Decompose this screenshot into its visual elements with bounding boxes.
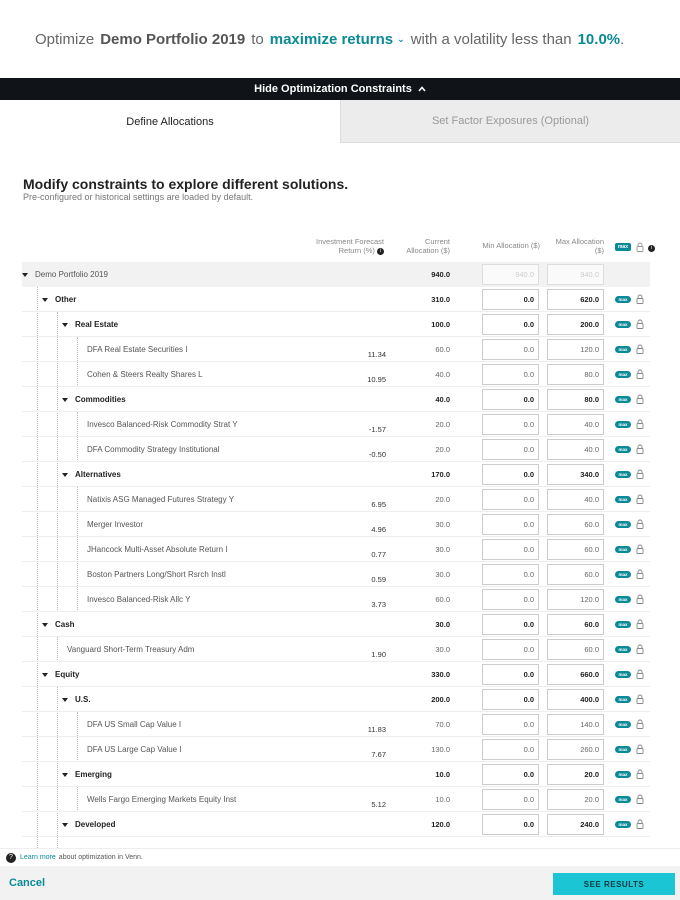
row-max-button[interactable]: max [615,571,631,578]
min-allocation-input[interactable]: 0.0 [482,414,539,435]
current-allocation: 310.0 [431,295,450,304]
cancel-button[interactable]: Cancel [9,877,46,889]
current-allocation: 120.0 [431,820,450,829]
table-row [22,362,650,387]
table-row [22,787,650,812]
current-allocation: 20.0 [435,445,450,454]
min-allocation-input[interactable]: 0.0 [482,689,539,710]
row-max-button[interactable]: max [615,496,631,503]
current-allocation: 30.0 [435,520,450,529]
lock-icon[interactable] [636,469,644,479]
row-name [62,387,126,412]
caret-down-icon[interactable] [42,298,48,302]
row-max-button[interactable]: max [615,796,631,803]
max-allocation-input[interactable]: 340.0 [547,464,604,485]
max-allocation-input[interactable]: 120.0 [547,589,604,610]
max-allocation-input[interactable]: 260.0 [547,739,604,760]
row-name [42,662,79,687]
row-label: U.S. [75,695,91,704]
table-row [22,437,650,462]
table-row [22,537,650,562]
min-allocation-input[interactable]: 940.0 [482,264,539,285]
table-row [22,662,650,687]
caret-down-icon[interactable] [62,823,68,827]
min-allocation-input[interactable]: 0.0 [482,539,539,560]
max-allocation-input[interactable]: 20.0 [547,764,604,785]
current-allocation: 30.0 [435,645,450,654]
table-row [22,412,650,437]
current-allocation: 10.0 [435,795,450,804]
lock-icon[interactable] [636,744,644,754]
current-allocation: 60.0 [435,345,450,354]
headline-with: with a volatility less than [410,30,572,48]
column-header-max [540,237,604,255]
lock-icon[interactable] [636,819,644,829]
min-allocation-input[interactable]: 0.0 [482,514,539,535]
learn-more-link[interactable]: Learn more [20,854,56,861]
lock-icon[interactable] [636,719,644,729]
row-label: Real Estate [75,320,119,329]
lock-icon[interactable] [636,494,644,504]
forecast-return: 11.83 [367,725,386,734]
max-allocation-input[interactable]: 60.0 [547,564,604,585]
min-allocation-input[interactable]: 0.0 [482,314,539,335]
forecast-return: 0.77 [371,550,386,559]
row-name [62,687,91,712]
current-allocation: 100.0 [431,320,450,329]
max-header-line2: ($) [594,246,604,255]
min-allocation-input[interactable]: 0.0 [482,639,539,660]
column-header-forecast [300,237,384,255]
row-label: DFA US Large Cap Value I [87,745,182,754]
row-max-button[interactable]: max [615,671,631,678]
forecast-header-line1: Investment Forecast [316,237,384,246]
max-header-line1: Max Allocation [555,237,604,246]
max-allocation-input[interactable]: 620.0 [547,289,604,310]
max-allocation-input[interactable]: 60.0 [547,639,604,660]
forecast-return: -1.57 [368,425,386,434]
table-row [22,312,650,337]
row-max-button[interactable]: max [615,471,631,478]
row-label: Alternatives [75,470,121,479]
row-name [87,337,188,362]
row-max-button[interactable]: max [615,346,631,353]
row-max-button[interactable]: max [615,721,631,728]
tab-define-allocations[interactable]: Define Allocations [0,100,340,143]
max-allocation-input[interactable]: 60.0 [547,614,604,635]
row-max-button[interactable]: max [615,371,631,378]
row-max-button[interactable]: max [615,421,631,428]
row-max-button[interactable]: max [615,821,631,828]
row-max-button[interactable]: max [615,646,631,653]
lock-icon[interactable] [636,394,644,404]
lock-icon[interactable] [636,644,644,654]
forecast-header-line2: Return (%) [338,246,375,255]
help-bar [0,848,680,866]
table-row [22,737,650,762]
max-allocation-input[interactable]: 660.0 [547,664,604,685]
current-allocation: 330.0 [431,670,450,679]
current-header-line1: Current [424,237,450,246]
min-allocation-input[interactable]: 0.0 [482,739,539,760]
row-name [87,437,220,462]
forecast-return: 0.59 [371,575,386,584]
current-allocation: 200.0 [431,695,450,704]
lock-icon[interactable] [636,319,644,329]
table-row [22,587,650,612]
lock-icon[interactable] [636,294,644,304]
column-header-min: Min Allocation ($) [482,241,540,250]
lock-icon[interactable] [636,344,644,354]
min-allocation-input[interactable]: 0.0 [482,289,539,310]
forecast-return: 3.73 [371,600,386,609]
row-name [42,287,76,312]
row-name [87,587,190,612]
table-row [22,512,650,537]
lock-icon[interactable] [636,594,644,604]
row-name [62,462,121,487]
objective-dropdown[interactable] [270,31,405,48]
headline-period: . [620,30,625,48]
row-name [87,737,182,762]
row-max-button[interactable]: max [615,321,631,328]
constraint-tabs [0,100,680,143]
row-max-button[interactable]: max [615,621,631,628]
lock-icon[interactable] [636,444,644,454]
see-results-button[interactable]: SEE RESULTS [553,873,675,895]
current-allocation: 20.0 [435,420,450,429]
lock-icon[interactable] [636,369,644,379]
min-allocation-input[interactable]: 0.0 [482,389,539,410]
current-allocation: 170.0 [431,470,450,479]
allocation-table [22,262,650,837]
row-name [87,787,236,812]
current-allocation: 130.0 [431,745,450,754]
lock-icon[interactable] [636,419,644,429]
max-allocation-input[interactable]: 80.0 [547,364,604,385]
row-max-button[interactable]: max [615,396,631,403]
row-label: Vanguard Short-Term Treasury Adm [67,645,195,654]
caret-down-icon[interactable] [62,473,68,477]
current-allocation: 30.0 [435,620,450,629]
max-allocation-input[interactable]: 60.0 [547,514,604,535]
max-allocation-input[interactable]: 240.0 [547,814,604,835]
table-row [22,487,650,512]
caret-down-icon[interactable] [22,273,28,277]
lock-icon[interactable] [636,669,644,679]
row-name [67,637,194,662]
tab-set-factor-exposures[interactable]: Set Factor Exposures (Optional) [340,100,680,143]
column-header-current [392,237,450,255]
row-name [42,612,75,637]
forecast-return: -0.50 [368,450,386,459]
current-allocation: 60.0 [435,595,450,604]
table-row [22,687,650,712]
current-allocation: 70.0 [435,720,450,729]
max-allocation-input[interactable]: 940.0 [547,264,604,285]
forecast-return: 7.67 [371,750,386,759]
table-row [22,462,650,487]
caret-down-icon[interactable] [62,323,68,327]
row-label: Merger Investor [87,520,144,529]
row-label: Commodities [75,395,126,404]
caret-down-icon[interactable] [62,698,68,702]
row-label: Invesco Balanced-Risk Commodity Strat Y [87,420,238,429]
row-name [62,312,118,337]
forecast-return: 4.96 [371,525,386,534]
current-allocation: 30.0 [435,545,450,554]
footer-bar [0,866,680,900]
max-allocation-input[interactable]: 40.0 [547,489,604,510]
max-allocation-input[interactable]: 40.0 [547,439,604,460]
caret-down-icon[interactable] [42,673,48,677]
row-name [87,537,228,562]
headline-to: to [251,30,264,48]
row-label: Other [55,295,77,304]
table-row [22,762,650,787]
max-allocation-input[interactable]: 80.0 [547,389,604,410]
min-allocation-input[interactable]: 0.0 [482,614,539,635]
min-allocation-input[interactable]: 0.0 [482,464,539,485]
row-name [62,812,115,837]
row-label: Equity [55,670,80,679]
hide-constraints-label: Hide Optimization Constraints [254,83,412,95]
row-max-button[interactable]: max [615,771,631,778]
row-max-button[interactable]: max [615,546,631,553]
optimization-headline [0,0,680,78]
min-allocation-input[interactable]: 0.0 [482,764,539,785]
caret-down-icon[interactable] [42,623,48,627]
row-max-button[interactable]: max [615,596,631,603]
forecast-return: 1.90 [371,650,386,659]
row-label: Emerging [75,770,112,779]
lock-icon[interactable] [636,794,644,804]
lock-icon[interactable] [636,544,644,554]
min-allocation-input[interactable]: 0.0 [482,439,539,460]
min-allocation-input[interactable]: 0.0 [482,814,539,835]
current-allocation: 40.0 [435,370,450,379]
row-name [87,362,203,387]
row-label: Cash [55,620,75,629]
section-title: Modify constraints to explore different solutions. [23,176,349,192]
row-max-button[interactable]: max [615,446,631,453]
table-row [22,562,650,587]
min-allocation-input[interactable]: 0.0 [482,489,539,510]
row-name [87,712,181,737]
max-allocation-input[interactable]: 20.0 [547,789,604,810]
max-allocation-input[interactable]: 200.0 [547,314,604,335]
max-allocation-input[interactable]: 40.0 [547,414,604,435]
min-allocation-input[interactable]: 0.0 [482,789,539,810]
max-allocation-input[interactable]: 140.0 [547,714,604,735]
lock-icon[interactable] [636,619,644,629]
lock-icon[interactable] [636,769,644,779]
min-allocation-input[interactable]: 0.0 [482,339,539,360]
row-max-button[interactable]: max [615,746,631,753]
current-allocation: 940.0 [431,270,450,279]
min-allocation-input[interactable]: 0.0 [482,664,539,685]
row-max-button[interactable]: max [615,296,631,303]
section-subtitle: Pre-configured or historical settings are loaded by default. [23,192,254,202]
min-allocation-input[interactable]: 0.0 [482,714,539,735]
row-name [87,512,143,537]
lock-info-icon[interactable]: i [648,245,655,252]
current-allocation: 40.0 [435,395,450,404]
caret-down-icon[interactable] [62,398,68,402]
forecast-return: 5.12 [371,800,386,809]
volatility-value[interactable]: 10.0% [577,30,621,48]
table-row [22,262,650,287]
row-name [87,562,226,587]
info-icon[interactable]: i [377,248,384,255]
table-row [22,337,650,362]
min-allocation-input[interactable]: 0.0 [482,364,539,385]
objective-label: maximize returns [269,30,394,48]
chevron-up-icon [418,85,426,93]
headline-portfolio-name: Demo Portfolio 2019 [100,30,246,48]
row-label: Invesco Balanced-Risk Allc Y [87,595,191,604]
current-allocation: 20.0 [435,495,450,504]
headline-optimize: Optimize [35,30,95,48]
max-allocation-input[interactable]: 400.0 [547,689,604,710]
current-allocation: 10.0 [435,770,450,779]
help-icon: ? [6,853,16,863]
row-max-button[interactable]: max [615,521,631,528]
caret-down-icon[interactable] [62,773,68,777]
max-allocation-input[interactable]: 120.0 [547,339,604,360]
row-max-button[interactable]: max [615,696,631,703]
min-allocation-input[interactable]: 0.0 [482,589,539,610]
table-row [22,812,650,837]
row-label: Developed [75,820,116,829]
row-label: JHancock Multi-Asset Absolute Return I [87,545,228,554]
row-name [22,262,108,287]
current-allocation: 30.0 [435,570,450,579]
lock-all-icon[interactable] [636,242,644,252]
row-label: DFA Commodity Strategy Institutional [87,445,220,454]
row-name [87,412,238,437]
table-row [22,387,650,412]
row-label: Wells Fargo Emerging Markets Equity Inst [87,795,237,804]
row-name [87,487,234,512]
lock-icon[interactable] [636,694,644,704]
max-allocation-input[interactable]: 60.0 [547,539,604,560]
row-label: Demo Portfolio 2019 [35,270,108,279]
table-row [22,612,650,637]
table-row [22,287,650,312]
lock-icon[interactable] [636,569,644,579]
row-label: Boston Partners Long/Short Rsrch Instl [87,570,226,579]
row-label: DFA Real Estate Securities I [87,345,188,354]
row-label: Natixis ASG Managed Futures Strategy Y [87,495,235,504]
forecast-return: 11.34 [367,350,386,359]
max-all-button[interactable]: max [615,243,631,251]
row-label: DFA US Small Cap Value I [87,720,182,729]
lock-icon[interactable] [636,519,644,529]
table-row [22,637,650,662]
help-text: about optimization in Venn. [58,854,143,861]
chevron-down-icon: ⌄ [397,34,405,45]
hide-constraints-toggle[interactable] [0,78,680,100]
forecast-return: 10.95 [367,375,386,384]
row-label: Cohen & Steers Realty Shares L [87,370,203,379]
forecast-return: 6.95 [371,500,386,509]
current-header-line2: Allocation ($) [406,246,450,255]
table-row [22,712,650,737]
min-allocation-input[interactable]: 0.0 [482,564,539,585]
row-name [62,762,112,787]
